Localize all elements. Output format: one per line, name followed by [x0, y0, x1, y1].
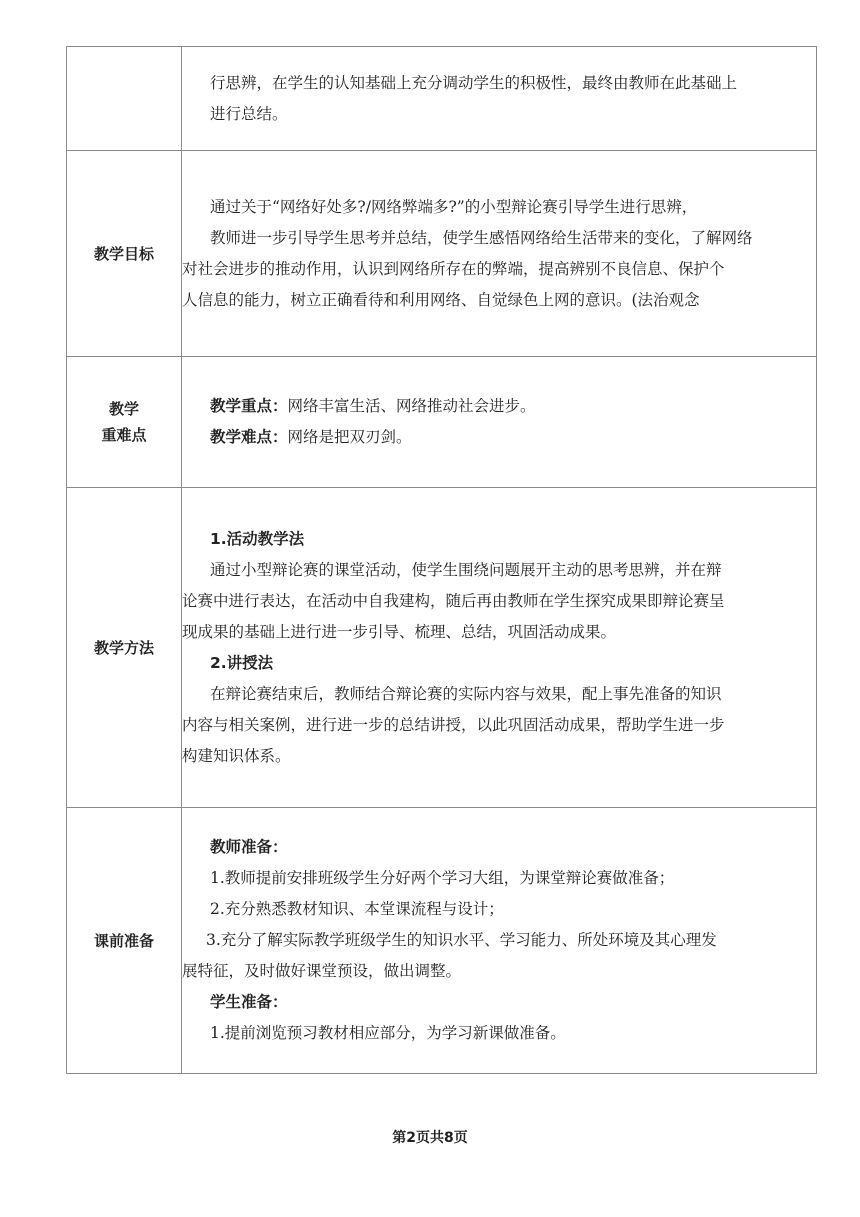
label-line: 教学: [108, 400, 139, 418]
teacher-prep-title: 教师准备：: [210, 838, 288, 856]
table-row: [67, 357, 817, 488]
row-label-empty: [67, 47, 182, 151]
row-content-prep: [182, 808, 817, 1074]
focus-title: 教学重点：: [210, 397, 288, 415]
row-content-methods: [182, 488, 817, 808]
label-line: 重难点: [101, 426, 147, 444]
text-line: 展特征，及时做好课堂预设，做出调整。: [182, 962, 462, 980]
method-title: 2.讲授法: [210, 653, 274, 672]
student-prep-title: 学生准备：: [210, 993, 288, 1011]
page-number: 第2页共8页: [392, 1130, 468, 1146]
text-line: 人信息的能力，树立正确看待和利用网络、自觉绿色上网的意识。(法治观念: [182, 290, 700, 309]
difficulty-line: [182, 422, 816, 453]
table-row: [67, 808, 817, 1074]
difficulty-text: 网络是把双刃剑。: [287, 428, 412, 446]
text-line: 内容与相关案例，进行进一步的总结讲授，以此巩固活动成果，帮助学生进一步: [182, 715, 725, 734]
focus-line: [182, 391, 816, 422]
table-row: [67, 47, 817, 151]
text-line: 1.教师提前安排班级学生分好两个学习大组，为课堂辩论赛做准备；: [210, 869, 675, 887]
text-line: 3.充分了解实际教学班级学生的知识水平、学习能力、所处环境及其心理发: [206, 931, 717, 949]
method-title: 1.活动教学法: [210, 529, 305, 548]
focus-text: 网络丰富生活、网络推动社会进步。: [287, 397, 536, 415]
row-label-methods: 教学方法: [67, 488, 182, 808]
text-line: 论赛中进行表达，在活动中自我建构，随后再由教师在学生探究成果即辩论赛呈: [182, 591, 725, 610]
row-content-goals: [182, 151, 817, 357]
row-label-goals: 教学目标: [67, 151, 182, 357]
text-line: 行思辨，在学生的认知基础上充分调动学生的积极性，最终由教师在此基础上: [210, 73, 738, 92]
text-line: 2.充分熟悉教材知识、本堂课流程与设计；: [210, 900, 504, 918]
text-line: 通过小型辩论赛的课堂活动，使学生围绕问题展开主动的思考思辨，并在辩: [210, 560, 722, 579]
text-line: 现成果的基础上进行进一步引导、梳理、总结，巩固活动成果。: [182, 622, 617, 641]
text-line: 构建知识体系。: [182, 746, 291, 765]
difficulty-title: 教学难点：: [210, 428, 288, 446]
text-line: 通过关于“网络好处多?/网络弊端多?”的小型辩论赛引导学生进行思辨，: [210, 197, 698, 216]
text-line: 对社会进步的推动作用，认识到网络所存在的弊端，提高辨别不良信息、保护个: [182, 259, 725, 278]
table-row: [67, 151, 817, 357]
row-label-key-points: [67, 357, 182, 488]
text-line: 1.提前浏览预习教材相应部分，为学习新课做准备。: [210, 1024, 566, 1042]
text-line: 教师进一步引导学生思考并总结，使学生感悟网络给生活带来的变化，了解网络: [210, 228, 753, 247]
row-content-thinking: [182, 47, 817, 151]
lesson-plan-table: [66, 46, 817, 1074]
row-label-prep: 课前准备: [67, 808, 182, 1074]
row-content-key-points: [182, 357, 817, 488]
table-row: [67, 488, 817, 808]
text-line: 在辩论赛结束后，教师结合辩论赛的实际内容与效果，配上事先准备的知识: [210, 684, 722, 703]
text-line: 进行总结。: [210, 104, 288, 123]
